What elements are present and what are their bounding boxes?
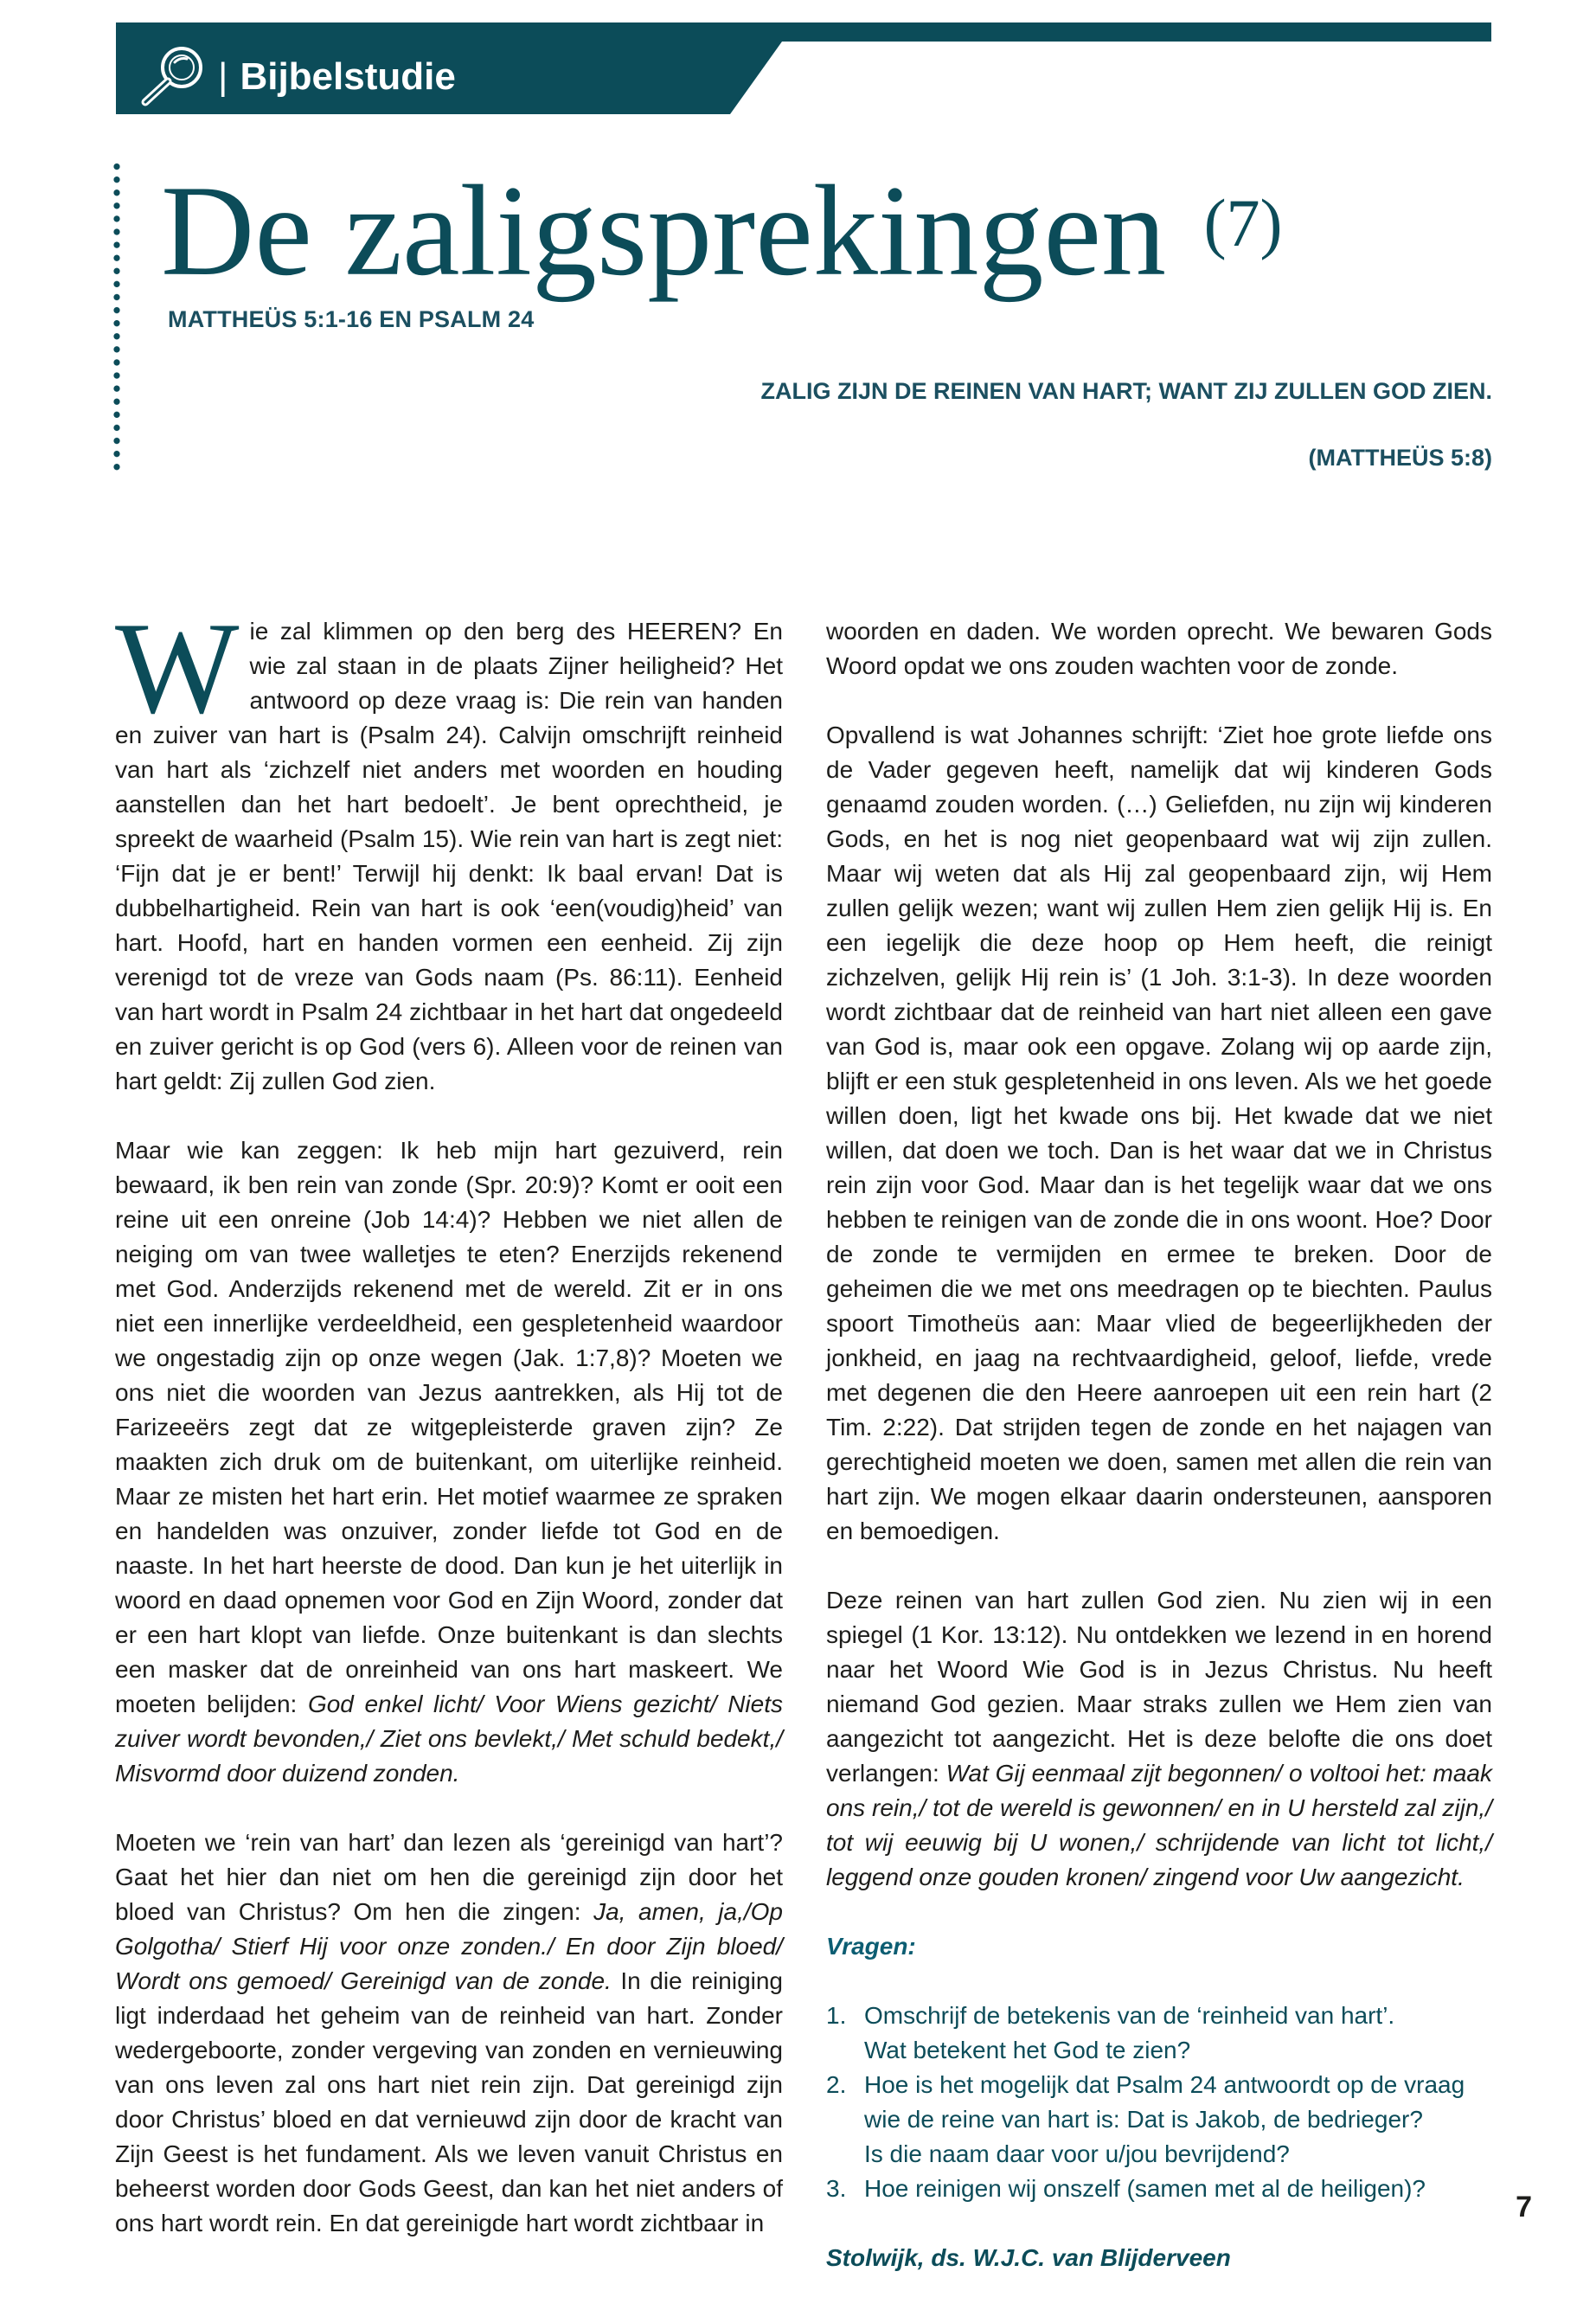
paragraph-5: Opvallend is wat Johannes schrijft: ‘Ziet hoe grote liefde ons de Vader gegeven heeft, namelijk dat wij kinderen Gods genaamd zouden worden. (…) Geliefden, nu zijn wij kinderen Gods, en het is nog niet geopenbaard wat wij zijn zullen. Maar wij weten dat als Hij zal geopenbaard zijn, wij Hem zullen gelijk wezen; want wij zullen Hem zien gelijk Hij is. En een iegelijk die deze hoop op Hem heeft, die reinigt zichzelven, gelijk Hij rein is’ (1 Joh. 3:1-3). In deze woorden wordt zichtbaar dat de reinheid van hart niet alleen een gave van God is, maar ook een opgave. Zolang wij op aarde zijn, blijft er een stuk gespletenheid in ons leven. Als we het goede willen doen, ligt het kwade ons bij. Het kwade dat we niet willen, dat doen we toch. Dan is het waar dat we in Christus rein zijn voor God. Maar dan is het tegelijk waar dat we ons hebben te reinigen van de zonde die in ons woont. Hoe? Door de zonde te vermijden en ermee te breken. Door de geheimen die we met ons meedragen op te biechten. Paulus spoort Timotheüs aan: Maar vlied de begeerlijkheden der jonkheid, en jaag na rechtvaardigheid, geloof, liefde, vrede met degenen die den Heere aanroepen uit een rein hart (2 Tim. 2:22). Dat strijden tegen de zonde en het najagen van gerechtigheid moeten we doen, samen met allen die rein van hart zijn. We mogen elkaar daarin ondersteunen, aansporen en bemoedigen. (826, 722, 1492, 1544)
author-signature: Stolwijk, ds. W.J.C. van Blijderveen (826, 2244, 1231, 2271)
question-line: Wat betekent het God te zien? (864, 2037, 1191, 2063)
paragraph-2-text: Maar wie kan zeggen: Ik heb mijn hart gezuiverd, rein bewaard, ik ben rein van zonde (Spr. 20:9)? Komt er ooit een reine uit een onreine (Job 14:4)? Hebben we niet allen de neiging om van twee walletjes te eten? Enerzijds rekenend met God. Anderzijds rekenend met de wereld. Zit er in ons niet een innerlijke verdeeldheid, een gespletenheid waardoor we ongestadig zijn op onze wegen (Jak. 1:7,8)? Moeten we ons niet die woorden van Jezus aantrekken, als Hij tot de Farizeeërs zegt dat ze witgepleisterde graven zijn? Ze maakten zich druk om de buitenkant, om uiterlijke reinheid. Maar ze misten het hart erin. Het motief waarmee ze spraken en handelden was onzuiver, zonder liefde tot God en de naaste. In het hart heerste de dood. Dan kun je het uiterlijk in woord en daad opnemen voor God en Zijn Woord, zonder dat er een hart klopt van liefde. Onze buitenkant is dan slechts een masker dat de onreinheid van ons hart maskeert. We moeten belijden: (115, 1137, 783, 1717)
article-title-text: De zaligsprekingen (161, 158, 1167, 303)
paragraph-3-verse: Ja, amen, ja,/Op Golgotha/ Stierf Hij voor onze zonden./ En door Zijn bloed/ Wordt ons gemoed/ Gereinigd van de zonde. (115, 1898, 784, 1994)
section-separator: | (218, 55, 228, 98)
question-line: Is die naam daar voor u/jou bevrijdend? (864, 2140, 1290, 2167)
paragraph-1-text: ie zal klimmen op den berg des HEEREN? En wie zal staan in de plaats Zijner heiligheid? Het antwoord op deze vraag is: Die rein van handen en zuiver van hart is (Psalm 24). Calvijn omschrijft reinheid van hart als ‘zichzelf niet anders met woorden en houding aanstellen dan het hart bedoelt’. Je bent oprechtheid, je spreekt de waarheid (Psalm 15). Wie rein van hart is zegt niet: ‘Fijn dat je er bent!’ Terwijl hij denkt: Ik baal ervan! Dat is dubbelhartigheid. Rein van hart is ook ‘een(voudig)heid’ van hart. Hoofd, hart en handen vormen een eenheid. Zij zijn verenigd tot de vreze van Gods naam (Ps. 86:11). Eenheid van hart wordt in Psalm 24 zichtbaar in het hart dat ongedeeld en zuiver gericht is op God (vers 6). Alleen voor de reinen van hart geldt: Zij zullen God zien. (115, 618, 783, 1094)
paragraph-3-text-b: In die reiniging ligt inderdaad het geheim van de reinheid van hart. Zonder wedergeboorte, zonder vergeving van zonden en vernieuwing van ons leven zal ons hart niet rein zijn. Dat gereinigd zijn door Christus’ bloed en dat vernieuwd zijn door de kracht van Zijn Geest is het fundament. Als we leven vanuit Christus en beheerst worden door Gods Geest, dan kan het niet anders of ons hart wordt rein. En dat gereinigde hart wordt zichtbaar in (115, 1967, 784, 2236)
question-item (826, 1999, 1492, 2068)
paragraph-6-text: Deze reinen van hart zullen God zien. Nu zien wij in een spiegel (1 Kor. 13:12). Nu ontdekken we lezend in en horend naar het Woord Wie God is in Jezus Christus. Nu heeft niemand God gezien. Maar straks zullen we Hem zien van aangezicht tot aangezicht. Het is deze belofte die ons doet verlangen: (826, 1587, 1492, 1787)
pull-quote-reference: (MATTHEÜS 5:8) (1308, 445, 1492, 471)
drop-cap: W (115, 595, 240, 741)
question-number: 2. (826, 2071, 847, 2098)
paragraph-4: woorden en daden. We worden oprecht. We bewaren Gods Woord opdat we ons zouden wachten voor de zonde. (826, 618, 1492, 679)
question-number: 3. (826, 2175, 847, 2202)
question-number: 1. (826, 2002, 847, 2029)
paragraph-2-verse: God enkel licht/ Voor Wiens gezicht/ Niets zuiver wordt bevonden,/ Ziet ons bevlekt,/ Met schuld bedekt,/ Misvormd door duizend zonden. (115, 1691, 783, 1787)
question-line: Hoe is het mogelijk dat Psalm 24 antwoordt op de vraag (864, 2071, 1465, 2098)
article-title-number: (7) (1203, 185, 1283, 260)
paragraph-3 (115, 1826, 783, 2241)
paragraph-6 (826, 1583, 1492, 1895)
paragraph-6-verse: Wat Gij eenmaal zijt begonnen/ o voltooi het: maak ons rein,/ tot de wereld is gewonnen/ en in U hersteld zal zijn,/ tot wij eeuwig bij U wonen,/ schrijdende van licht tot licht,/ leggend onze gouden kronen/ zingend voor Uw aangezicht. (826, 1760, 1492, 1890)
section-title (218, 43, 456, 111)
magnifying-glass-icon (133, 42, 213, 109)
left-column (115, 595, 784, 2241)
question-line: Omschrijf de betekenis van de ‘reinheid van hart’. (864, 2002, 1395, 2029)
paragraph-1 (115, 595, 783, 1099)
paragraph-2 (115, 1133, 783, 1791)
question-line: wie de reine van hart is: Dat is Jakob, de bedrieger? (864, 2106, 1423, 2133)
article-title (161, 145, 1283, 309)
dotted-divider (113, 160, 120, 473)
section-label: Bijbelstudie (240, 55, 456, 98)
questions-list (826, 1999, 1492, 2206)
page-number: 7 (1516, 2191, 1532, 2223)
right-column (826, 614, 1492, 2310)
question-item (826, 2068, 1492, 2172)
pull-quote: ZALIG ZIJN DE REINEN VAN HART; WANT ZIJ ZULLEN GOD ZIEN. (760, 378, 1492, 404)
question-line: Hoe reinigen wij onszelf (samen met al de heiligen)? (864, 2175, 1426, 2202)
scripture-reference: MATTHEÜS 5:1-16 EN PSALM 24 (168, 306, 535, 332)
questions-title: Vragen: (826, 1933, 916, 1960)
paragraph-3-text-a: Moeten we ‘rein van hart’ dan lezen als ‘gereinigd van hart’? Gaat het hier dan niet om hen die gereinigd zijn door het bloed van Christus? Om hen die zingen: (115, 1829, 783, 1925)
section-banner (116, 22, 1491, 114)
question-item (826, 2172, 1492, 2206)
